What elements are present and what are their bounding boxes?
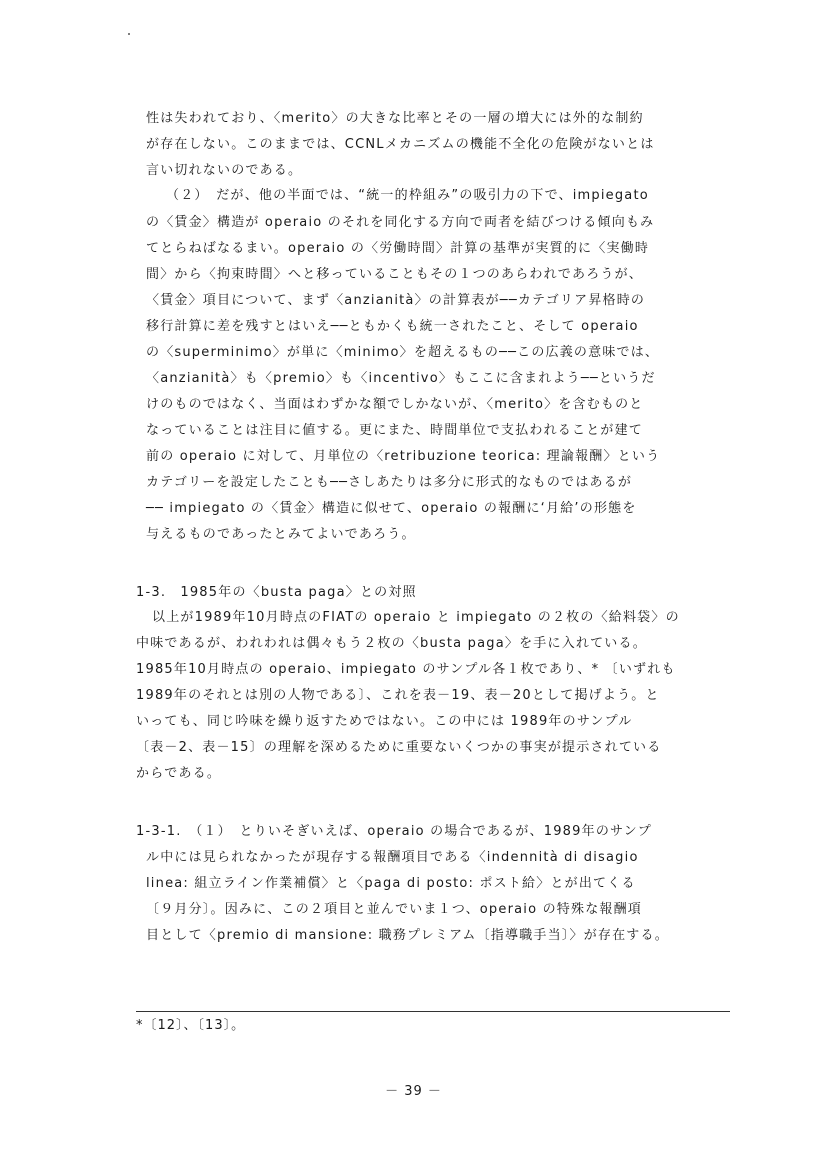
body-line: 〈anzianità〉も〈premio〉も〈incentivo〉もここに含まれよう──というだ [146, 371, 656, 386]
body-line: 前の operaio に対して、月単位の〈retribuzione teorica: 理論報酬〉という [146, 449, 661, 464]
body-line: 性は失われており、〈merito〉の大きな比率とその一層の増大には外的な制約 [146, 111, 644, 126]
section-heading: 1-3. 1985年の〈busta paga〉との対照 [136, 585, 417, 600]
body-line: 〈賃金〉項目について、まず〈anzianità〉の計算表が──カテゴリア昇格時の [146, 293, 646, 308]
footnote-rule [136, 1011, 730, 1012]
scan-speck [128, 33, 130, 35]
subsection-line: 1-3-1. （１） とりいそぎいえば、operaio の場合であるが、1989年のサンプ [136, 824, 652, 839]
body-line: 与えるものであったとみてよいであろう。 [146, 527, 416, 542]
body-line: linea: 組立ライン作業補償〉と〈paga di posto: ポスト給〉とが出てくる [146, 876, 636, 891]
body-line: 1985年10月時点の operaio、impiegato のサンプル各１枚であり、* 〔いずれも [136, 662, 676, 677]
body-line: 以上が1989年10月時点のFIATの operaio と impiegato の２枚の〈給料袋〉の [152, 610, 680, 625]
body-line: 1989年のそれとは別の人物である〕、これを表－19、表－20として掲げよう。と [136, 688, 660, 703]
body-line: 移行計算に差を残すとはいえ──ともかくも統一されたこと、そして operaio [146, 319, 639, 334]
body-line: の〈賃金〉構造が operaio のそれを同化する方向で両者を結びつける傾向もみ [146, 215, 655, 230]
body-line: の〈superminimo〉が単に〈minimo〉を超えるもの──この広義の意味では、 [146, 345, 660, 360]
body-line: 中味であるが、われわれは偶々もう２枚の〈busta paga〉を手に入れている。 [136, 636, 647, 651]
body-line: 目として〈premio di mansione: 職務プレミアム〔指導職手当〕〉が存在する。 [146, 928, 669, 943]
body-line: 間〉から〈拘束時間〉へと移っていることもその１つのあらわれであろうが、 [146, 267, 644, 282]
body-line: なっていることは注目に値する。更にまた、時間単位で支払われることが建て [146, 423, 644, 438]
body-line: いっても、同じ吟味を繰り返すためではない。この中には 1989年のサンプル [136, 714, 633, 729]
body-line: ── impiegato の〈賃金〉構造に似せて、operaio の報酬に‘月給’の形態を [146, 501, 637, 516]
footnote: *〔12〕、〔13〕。 [136, 1018, 246, 1033]
body-line: カテゴリーを設定したことも──さしあたりは多分に形式的なものではあるが [146, 475, 633, 490]
body-line: ル中には見られなかったが現存する報酬項目である〈indennità di disagio [146, 850, 639, 865]
page-number: － 39 － [385, 1084, 442, 1099]
body-line: が存在しない。このままでは、CCNLメカニズムの機能不全化の危険がないとは [146, 137, 655, 152]
body-line: てとらねばなるまい。operaio の〈労働時間〉計算の基準が実質的に〈実働時 [146, 241, 650, 256]
body-line: （２） だが、他の半面では、“統一的枠組み”の吸引力の下で、impiegato [166, 188, 649, 203]
body-line: からである。 [136, 766, 222, 781]
body-line: 言い切れないのである。 [146, 163, 303, 178]
body-line: けのものではなく、当面はわずかな額でしかないが、〈merito〉を含むものと [146, 397, 644, 412]
body-line: 〔表－2、表－15〕の理解を深めるために重要ないくつかの事実が提示されている [136, 740, 662, 755]
body-line: 〔９月分〕。因みに、この２項目と並んでいま１つ、operaio の特殊な報酬項 [146, 902, 642, 917]
